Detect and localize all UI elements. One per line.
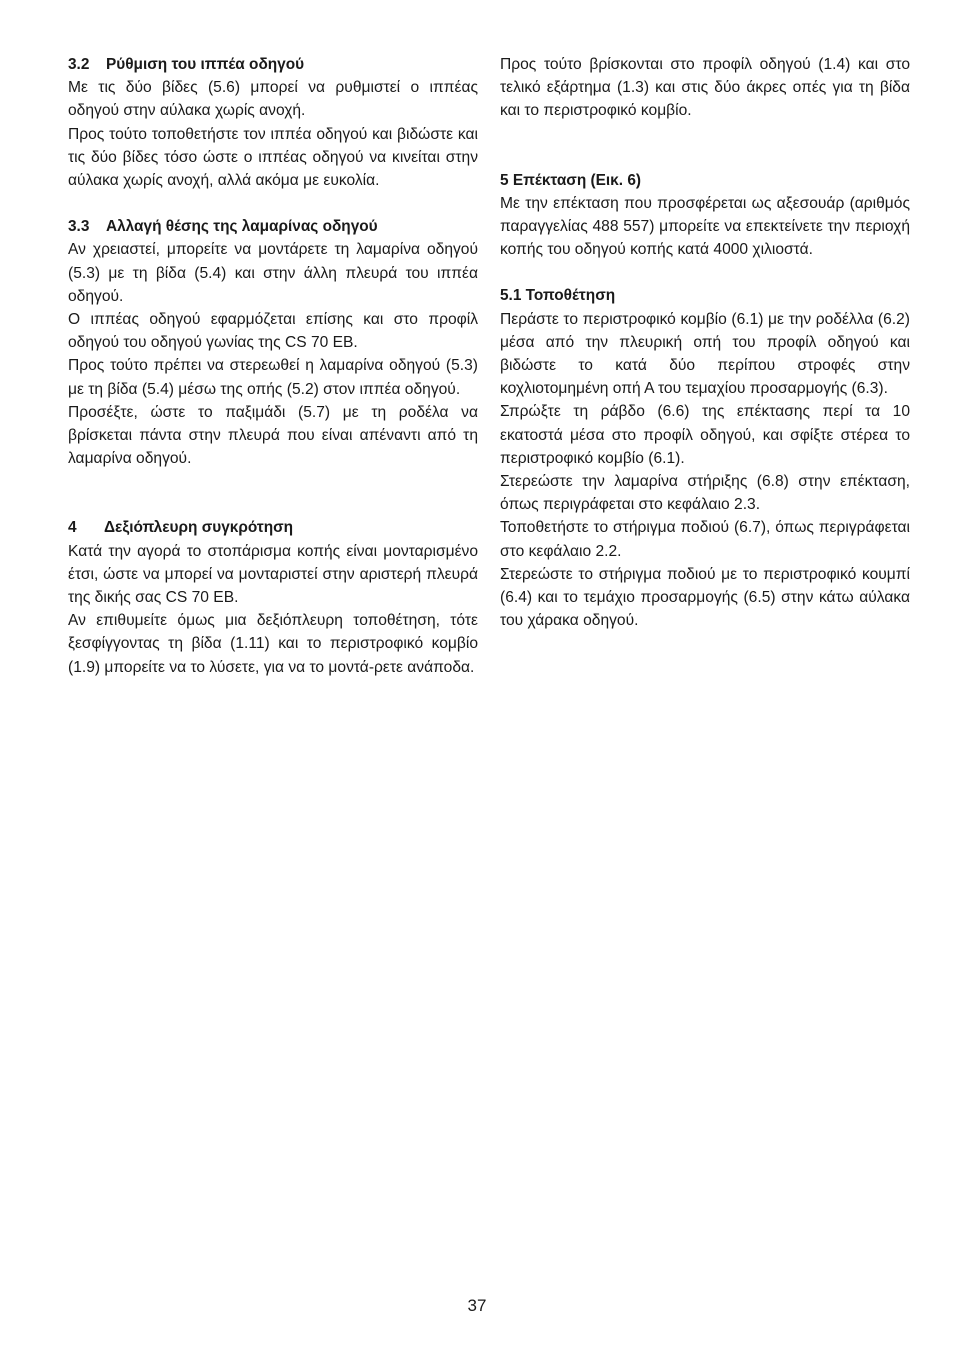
left-column — [68, 53, 478, 679]
page-number: 37 — [467, 1296, 487, 1315]
section-title: Ρύθμιση του ιππέα οδηγού — [106, 56, 305, 73]
section-5-1 — [500, 284, 910, 632]
paragraph: Τοποθετήστε το στήριγμα ποδιού (6.7), όπως περιγράφεται στο κεφάλαιο 2.2. — [500, 519, 910, 560]
section-number: 3.2 — [68, 56, 90, 73]
section-heading — [68, 53, 478, 76]
section-3-2 — [68, 53, 478, 192]
section-5 — [500, 169, 910, 262]
section-heading: 5 Επέκταση (Εικ. 6) — [500, 171, 642, 189]
paragraph: Προς τούτο πρέπει να στερεωθεί η λαμαρίνα οδηγού (5.3) με τη βίδα (5.4) μέσω της οπής (5.2) στον ιππέα οδηγού. — [68, 357, 478, 398]
section-heading — [68, 215, 478, 238]
paragraph: Ο ιππέας οδηγού εφαρμόζεται επίσης και στο προφίλ οδηγού του οδηγού γωνίας της CS 70 EB. — [68, 311, 478, 352]
paragraph: Σπρώξτε τη ράβδο (6.6) της επέκτασης περί τα 10 εκατοστά μέσα στο προφίλ οδηγού, και σφίξτε στέρεα το περιστροφικό κομβίο (6.1). — [500, 403, 910, 467]
paragraph: Προς τούτο βρίσκονται στο προφίλ οδηγού (1.4) και στο τελικό εξάρτημα (1.3) και στις δύο άκρες οπές για τη βίδα και το περιστροφικό κομβίο. — [500, 56, 910, 120]
section-heading — [68, 516, 478, 539]
paragraph: Προς τούτο τοποθετήστε τον ιππέα οδηγού και βιδώστε και τις δύο βίδες τόσο ώστε ο ιππέας οδηγού να κινείται στην αύλακα χωρίς ανοχή, αλλά ακόμα με ευκολία. — [68, 125, 478, 190]
section-number: 4 — [68, 519, 77, 537]
paragraph: Στερεώστε την λαμαρίνα στήριξης (6.8) στην επέκταση, όπως περιγράφεται στο κεφάλαιο 2.3. — [500, 473, 910, 514]
paragraph: Με την επέκταση που προσφέρεται ως αξεσουάρ (αριθμός παραγγελίας 488 557) μπορείτε να επεκτείνετε την περιοχή κοπής του οδηγού κοπής κατά 4000 χιλιοστά. — [500, 194, 910, 259]
paragraph: Κατά την αγορά το στοπάρισμα κοπής είναι μονταρισμένο έτσι, ώστε να μπορεί να μονταριστεί στην αριστερή πλευρά της δικής σας CS 70 EB. — [68, 542, 478, 607]
section-title: Αλλαγή θέσης της λαμαρίνας οδηγού — [106, 218, 378, 236]
paragraph: Περάστε το περιστροφικό κομβίο (6.1) με την ροδέλλα (6.2) μέσα από την πλευρική οπή του προφίλ οδηγού και βιδώστε το κατά δύο περίπου στροφές στην κοχλιοτομημένη οπή Α του τεμαχίου προσαρμογής (6.3). — [500, 310, 910, 398]
right-column — [500, 53, 910, 632]
section-heading: 5.1 Τοποθέτηση — [500, 287, 616, 305]
section-number: 3.3 — [68, 218, 90, 236]
section-4 — [68, 516, 478, 678]
paragraph: Με τις δύο βίδες (5.6) μπορεί να ρυθμιστεί ο ιππέας οδηγού στην αύλακα χωρίς ανοχή. — [68, 79, 478, 120]
section-title: Δεξιόπλευρη συγκρότηση — [104, 519, 294, 537]
section-3-3 — [68, 215, 478, 470]
paragraph: Αν χρειαστεί, μπορείτε να μοντάρετε τη λαμαρίνα οδηγού (5.3) με τη βίδα (5.4) και στην άλλη πλευρά του ιππέα οδηγού. — [68, 241, 478, 305]
paragraph: Στερεώστε το στήριγμα ποδιού με το περιστροφικό κουμπί (6.4) και το τεμάχιο προσαρμογής (6.5) στην κάτω αύλακα του χάρακα οδηγού. — [500, 565, 910, 630]
paragraph: Προσέξτε, ώστε το παξιμάδι (5.7) με τη ροδέλα να βρίσκεται πάντα στην πλευρά που είναι απέναντι από τη λαμαρίνα οδηγού. — [68, 403, 478, 468]
paragraph: Αν επιθυμείτε όμως μια δεξιόπλευρη τοποθέτηση, τότε ξεσφίγγοντας τη βίδα (1.11) και το περιστροφικό κομβίο (1.9) μπορείτε να το λύσετε, για να το μοντά-ρετε ανάποδα. — [68, 612, 478, 676]
